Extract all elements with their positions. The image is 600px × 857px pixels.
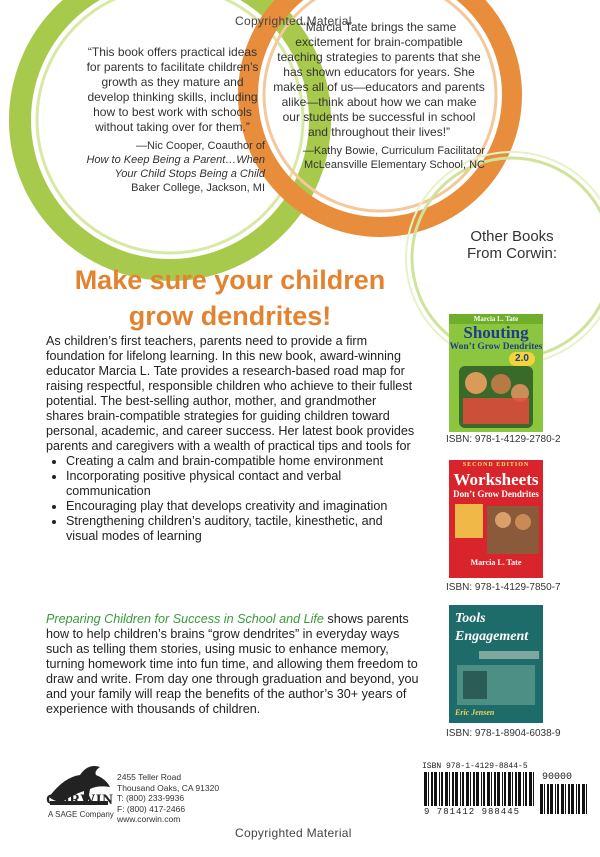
- book-title: Worksheets: [453, 470, 539, 489]
- address-line: F: (800) 417-2466: [117, 803, 186, 814]
- intro-paragraph: As children’s first teachers, parents need to provide a firm foundation for lifelong learning. In this new book, award-winning educator Marcia L. Tate provides a research-based road map for raising respectful, responsible children who achieve to their fullest potential. The best-selling author, mother, and grandmother shares brain-compatible strategies for guiding children toward personal, academic, and career success. Her latest book provides parents and caregivers with a wealth of practical tips and tools for: [46, 334, 415, 453]
- list-item: • Encouraging play that develops creativity and imagination: [66, 499, 416, 514]
- address-line: T: (800) 233-9936: [117, 793, 185, 803]
- watermark-top: Copyrighted Material: [235, 14, 352, 28]
- barcode-addon-bars: [540, 784, 590, 814]
- publisher-address: [117, 772, 219, 825]
- publisher-tagline: A SAGE Company: [48, 810, 114, 819]
- barcode-bars: [424, 772, 536, 806]
- list-item: • Strengthening children’s auditory, tactile, kinesthetic, and visual modes of learning: [66, 514, 416, 544]
- quote-bowie-text: “Marcia Tate brings the same excitement for brain-compatible teaching strategies to parents that she has shown educators for years. She makes all of us—educators and parents alike—think about how we can make our students be successful in school and throughout their lives!”: [273, 20, 485, 139]
- barcode-digits: 9 781412 988445: [424, 807, 521, 817]
- attr-place: Baker College, Jackson, MI: [131, 182, 265, 194]
- quote-bowie: [273, 20, 485, 172]
- other-books-label: Other Books From Corwin:: [466, 228, 557, 262]
- isbn-book-1: ISBN: 978-1-4129-2780-2: [446, 434, 561, 445]
- list-item: • Creating a calm and brain-compatible home environment: [66, 454, 416, 469]
- book-subtitle: Don’t Grow Dendrites: [453, 489, 539, 499]
- attr-place: McLeansville Elementary School, NC: [304, 159, 485, 171]
- address-line: 2455 Teller Road: [117, 772, 182, 782]
- book-cover-worksheets: [449, 460, 543, 578]
- book-subtitle: Engagement: [455, 629, 529, 644]
- book-edition-label: SECOND EDITION: [462, 462, 530, 468]
- quote-bowie-attribution: [273, 144, 485, 172]
- address-line: www.corwin.com: [117, 814, 181, 824]
- attr-name: —Nic Cooper, Coauthor of: [135, 140, 265, 152]
- list-item: • Incorporating positive physical contact and verbal communication: [66, 469, 416, 499]
- summary-paragraph: [46, 612, 421, 717]
- publisher-name: CORWIN: [46, 792, 114, 808]
- quote-cooper: [80, 45, 265, 195]
- book-author: Marcia L. Tate: [473, 315, 519, 323]
- headline: Make sure your children grow dendrites!: [74, 265, 386, 331]
- watermark-bottom: Copyrighted Material: [235, 826, 352, 840]
- barcode-isbn: ISBN 978-1-4129-8844-5: [422, 762, 528, 771]
- book-title-inline: Preparing Children for Success in School and Life: [46, 612, 324, 626]
- book-title: Shouting: [463, 323, 529, 342]
- book-cover-shouting: [449, 314, 543, 432]
- quote-cooper-text: “This book offers practical ideas for parents to facilitate children’s growth as they mature and develop thinking skills, including how to best work with schools without taking over for them.”: [86, 45, 259, 134]
- barcode-price-code: 90000: [542, 772, 573, 783]
- address-line: Thousand Oaks, CA 91320: [117, 782, 220, 793]
- isbn-book-3: ISBN: 978-1-8904-6038-9: [446, 728, 561, 739]
- book-cover-tools-engagement: [449, 605, 543, 723]
- book-subtitle: Won’t Grow Dendrites: [449, 342, 543, 352]
- isbn-book-2: ISBN: 978-1-4129-7850-7: [446, 582, 561, 593]
- attr-name: —Kathy Bowie, Curriculum Facilitator: [302, 145, 485, 157]
- quote-cooper-attribution: [80, 139, 265, 195]
- book-author: Marcia L. Tate: [470, 558, 522, 567]
- summary-text: shows parents how to help children’s brains “grow dendrites” in everyday ways such as telling them stories, using music to enhance memory, turning homework time into fun time, and allowing them freedom to draw and write. From day one through graduation and beyond, you and your family will reap the benefits of the author’s 30+ years of experience with thousands of children.: [46, 612, 419, 716]
- intro-section: [46, 334, 416, 544]
- tips-list: [46, 454, 416, 544]
- attr-book: [80, 153, 265, 181]
- book-title: Tools: [455, 611, 486, 626]
- edition-number: 2.0: [515, 353, 529, 364]
- book-author: Eric Jensen: [455, 708, 495, 717]
- attr-book-title: How to Keep Being a Parent…When Your Child Stops Being a Child: [86, 154, 265, 180]
